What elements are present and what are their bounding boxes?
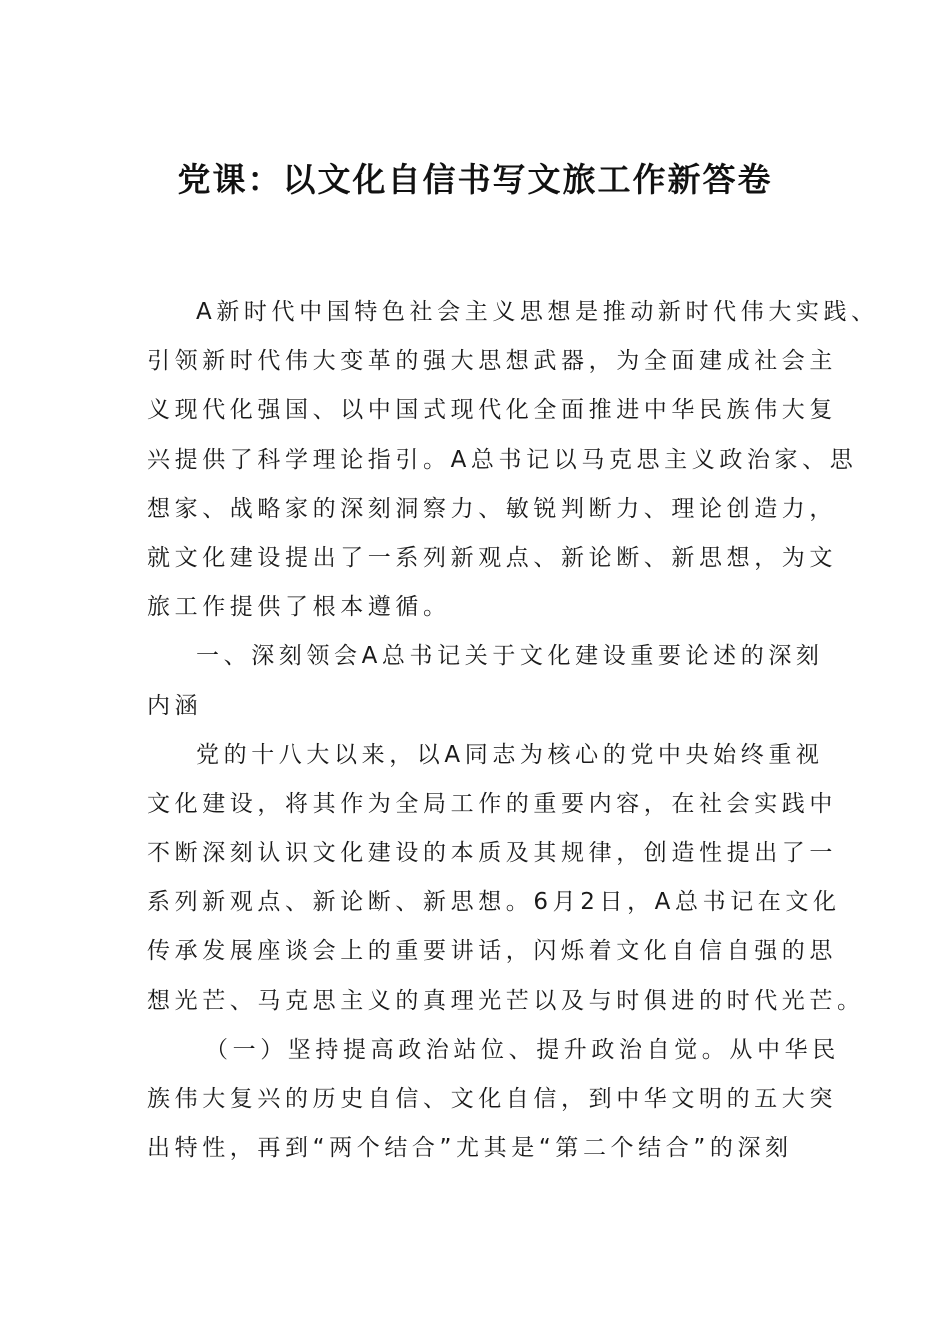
section-heading-line: 一、深刻领会A总书记关于文化建设重要论述的深刻 bbox=[196, 643, 824, 670]
paragraph-line: 兴提供了科学理论指引。A总书记以马克思主义政治家、思 bbox=[147, 446, 858, 473]
paragraph-line: 出特性，再到“两个结合”尤其是“第二个结合”的深刻 bbox=[147, 1135, 793, 1162]
document-body bbox=[147, 288, 879, 1173]
paragraph-line: 想光芒、马克思主义的真理光芒以及与时俱进的时代光芒。 bbox=[147, 987, 865, 1014]
subsection-line: （一）坚持提高政治站位、提升政治自觉。从中华民 bbox=[205, 1036, 840, 1063]
section-heading-line: 内涵 bbox=[147, 692, 203, 719]
paragraph-line: 旅工作提供了根本遵循。 bbox=[147, 594, 451, 621]
paragraph-line: A新时代中国特色社会主义思想是推动新时代伟大实践、 bbox=[196, 299, 879, 325]
paragraph-line: 不断深刻认识文化建设的本质及其规律，创造性提出了一 bbox=[147, 840, 837, 867]
paragraph-line: 就文化建设提出了一系列新观点、新论断、新思想，为文 bbox=[147, 544, 837, 571]
paragraph-line: 族伟大复兴的历史自信、文化自信，到中华文明的五大突 bbox=[147, 1086, 837, 1112]
paragraph-line: 想家、战略家的深刻洞察力、敏锐判断力、理论创造力， bbox=[147, 495, 837, 522]
paragraph-line: 党的十八大以来，以A同志为核心的党中央始终重视 bbox=[196, 741, 824, 768]
document-title: 党课：以文化自信书写文旅工作新答卷 bbox=[177, 160, 773, 199]
paragraph-line: 引领新时代伟大变革的强大思想武器，为全面建成社会主 bbox=[147, 348, 837, 375]
paragraph-line: 传承发展座谈会上的重要讲话，闪烁着文化自信自强的思 bbox=[147, 938, 837, 965]
paragraph-line: 系列新观点、新论断、新思想。6月2日，A总书记在文化 bbox=[147, 889, 841, 916]
paragraph-line: 义现代化强国、以中国式现代化全面推进中华民族伟大复 bbox=[147, 397, 837, 424]
paragraph-line: 文化建设，将其作为全局工作的重要内容，在社会实践中 bbox=[147, 790, 837, 817]
